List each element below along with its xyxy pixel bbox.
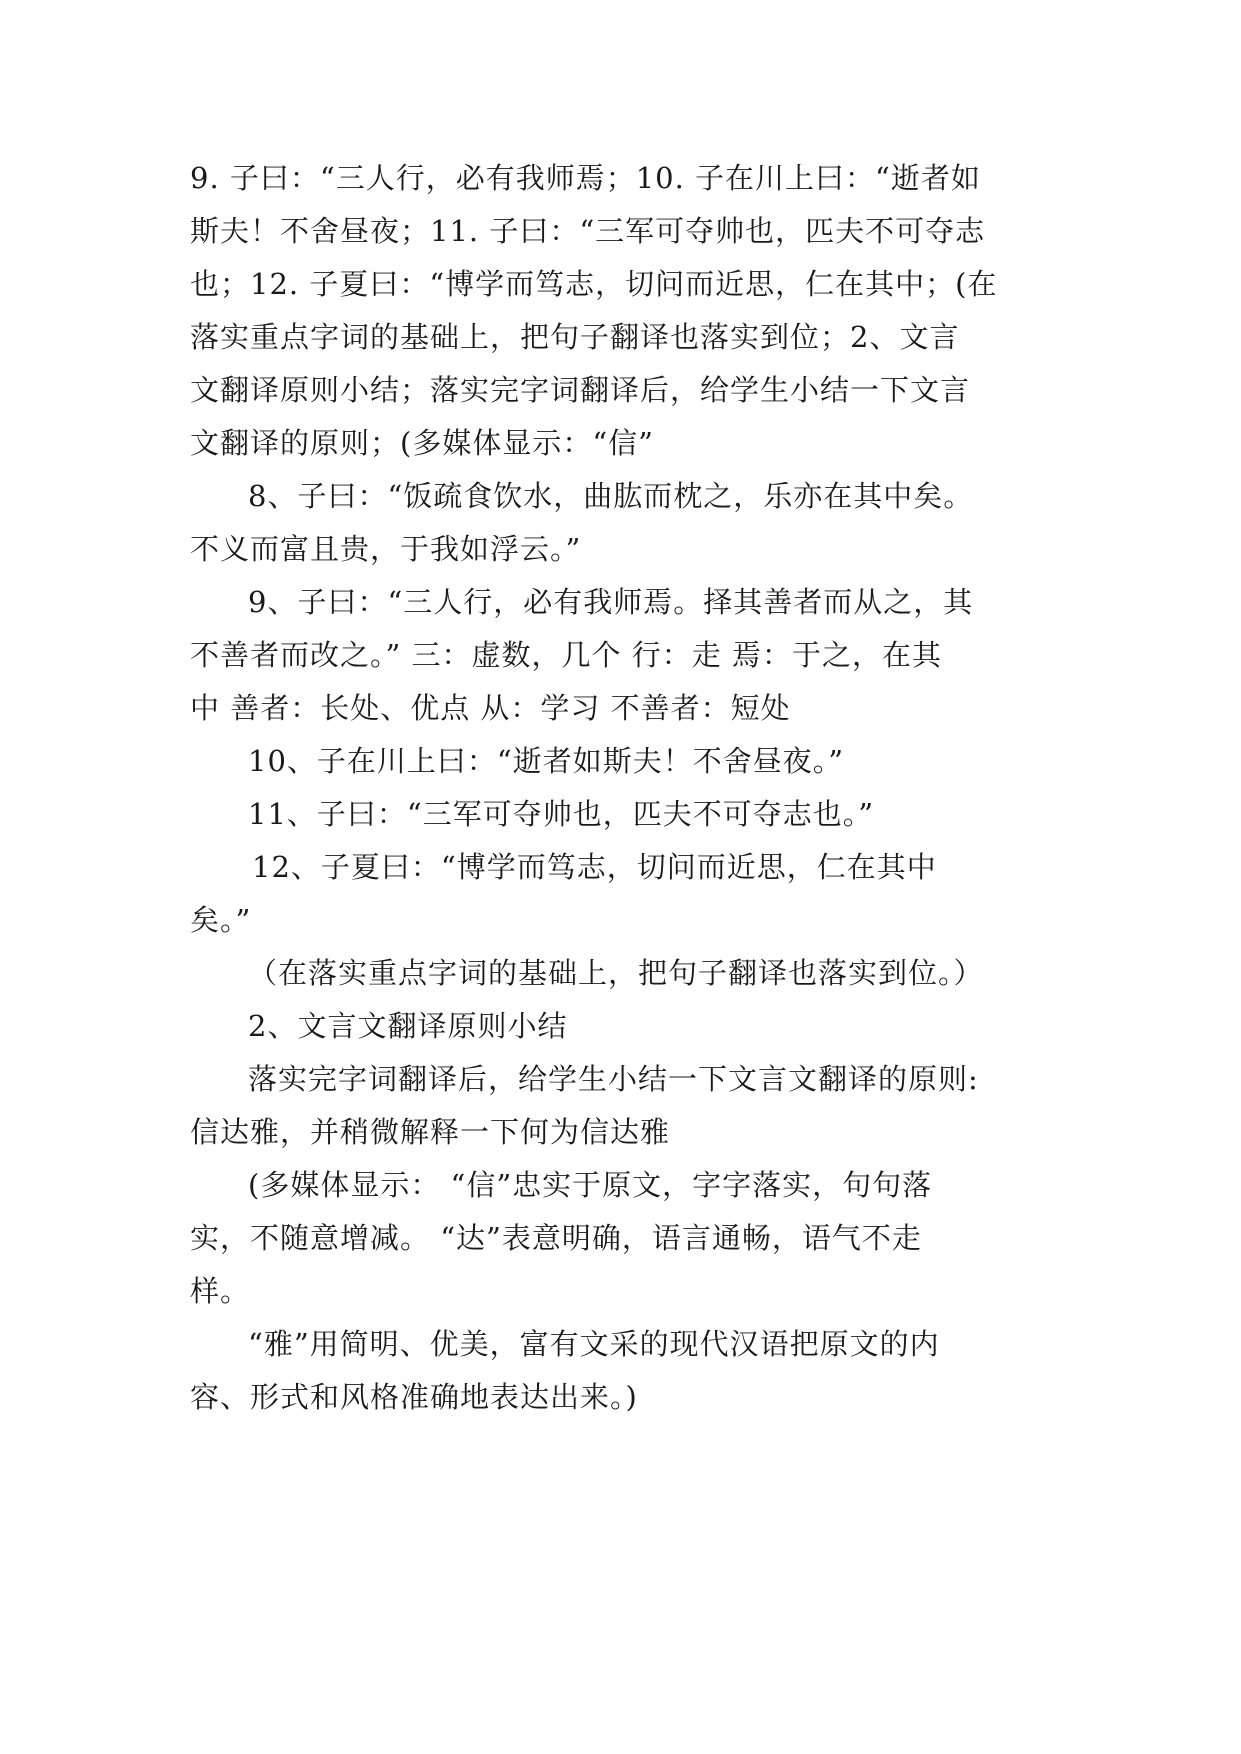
text-line: 不义而富且贵，于我如浮云。” [190,532,582,566]
text-line: 12、子夏曰：“博学而笃志，切问而近思，仁在其中 [252,850,937,884]
text-line: 样。 [190,1274,251,1308]
text-line: 文翻译原则小结；落实完字词翻译后，给学生小结一下文言 [190,373,971,407]
text-line: 9. 子曰：“三人行，必有我师焉；10. 子在川上曰：“逝者如 [190,161,981,195]
text-line: 实，不随意增减。 “达”表意明确，语言通畅，语气不走 [190,1221,922,1255]
text-line: 10、子在川上曰：“逝者如斯夫！不舍昼夜。” [248,744,845,778]
text-line: “雅”用简明、优美，富有文采的现代汉语把原文的内 [248,1327,940,1361]
text-line: 11、子曰：“三军可夺帅也，匹夫不可夺志也。” [248,797,875,831]
text-line: 8、子曰：“饭疏食饮水，曲肱而枕之，乐亦在其中矣。 [248,479,974,513]
text-line: 也；12. 子夏曰：“博学而笃志，切问而近思，仁在其中；(在 [190,267,998,301]
text-line: （在落实重点字词的基础上，把句子翻译也落实到位。） [248,956,984,990]
text-line: 落实重点字词的基础上，把句子翻译也落实到位；2、文言 [190,320,960,354]
text-line: 斯夫！不舍昼夜；11. 子曰：“三军可夺帅也，匹夫不可夺志 [190,214,986,248]
text-line: 中 善者：长处、优点 从：学习 不善者：短处 [190,691,791,725]
text-line: 容、形式和风格准确地表达出来。) [190,1380,638,1414]
text-line: 9、子曰：“三人行，必有我师焉。择其善者而从之，其 [248,585,974,619]
text-line: 不善者而改之。” 三：虚数，几个 行：走 焉：于之，在其 [190,638,942,672]
text-line: (多媒体显示： “信”忠实于原文，字字落实，句句落 [248,1168,933,1202]
text-line: 信达雅，并稍微解释一下何为信达雅 [190,1115,671,1149]
text-line: 矣。” [190,903,252,937]
text-line: 文翻译的原则；(多媒体显示：“信” [190,426,654,460]
text-line: 2、文言文翻译原则小结 [248,1009,568,1043]
text-line: 落实完字词翻译后，给学生小结一下文言文翻译的原则: [248,1062,979,1096]
